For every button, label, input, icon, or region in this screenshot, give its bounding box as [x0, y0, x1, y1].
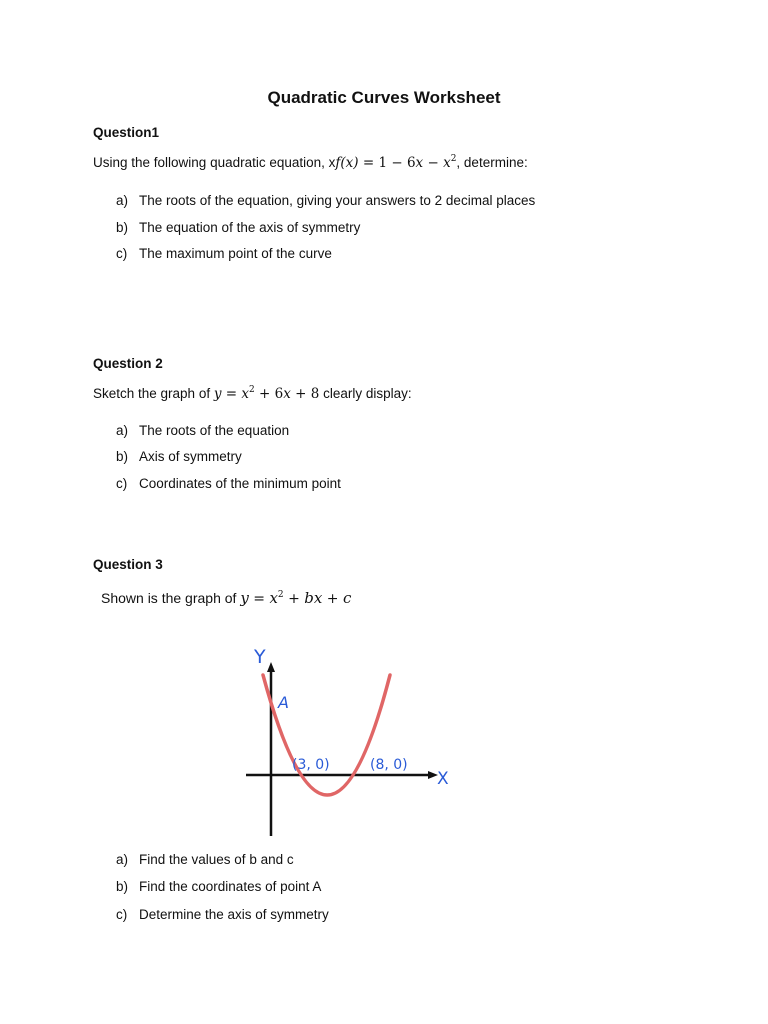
x-axis-label: X: [437, 769, 449, 789]
question-2-heading: Question 2: [93, 356, 163, 371]
question-1-heading: Question1: [93, 125, 160, 140]
list-item: [116, 423, 289, 438]
q3-intro-before: Shown is the graph of: [101, 590, 241, 606]
q3-eq-x: x: [269, 589, 278, 607]
q2-eq-plus8: + 8: [290, 386, 320, 402]
item-text: Axis of symmetry: [139, 449, 242, 464]
item-letter: b): [116, 449, 129, 464]
q3-eq-plus: +: [283, 591, 305, 607]
item-letter: a): [116, 852, 129, 867]
page-title: Quadratic Curves Worksheet: [267, 88, 501, 107]
q2-eq-eq: =: [221, 386, 242, 402]
item-text: Determine the axis of symmetry: [139, 907, 329, 922]
item-text: The roots of the equation: [139, 423, 290, 438]
item-letter: c): [116, 246, 128, 261]
list-item: [116, 449, 242, 464]
list-item: [116, 907, 329, 922]
root-2-label: (8, 0): [370, 757, 408, 773]
question-3-heading: Question 3: [93, 557, 163, 572]
list-item: [116, 246, 332, 261]
q3-eq-bx: bx: [304, 589, 323, 607]
q3-eq-exp: 2: [277, 590, 284, 600]
item-text: The maximum point of the curve: [139, 246, 332, 261]
item-text: The roots of the equation, giving your answers to 2 decimal places: [139, 193, 536, 208]
q2-eq-y: y: [213, 386, 222, 402]
question-2-intro: [93, 386, 412, 402]
list-item: [116, 852, 294, 867]
q1-eq-x1: x: [415, 155, 424, 171]
y-axis-label: Y: [254, 646, 266, 668]
q3-eq-plus2: +: [322, 591, 343, 607]
item-text: Coordinates of the minimum point: [139, 476, 341, 491]
y-axis-arrow: [267, 662, 275, 672]
root-1-label: (3, 0): [292, 757, 330, 773]
q3-eq-y: y: [240, 589, 249, 607]
item-letter: b): [116, 220, 129, 235]
list-item: [116, 220, 360, 235]
q2-eq-x2: x: [283, 386, 291, 402]
item-letter: a): [116, 423, 129, 438]
parabola-graph: [230, 640, 460, 840]
q1-eq-exp: 2: [450, 154, 457, 164]
q1-eq-x2: x: [443, 155, 451, 171]
q1-intro-before: Using the following quadratic equation, x: [93, 155, 336, 170]
list-item: [116, 193, 535, 208]
point-a-label: A: [278, 693, 289, 712]
item-letter: c): [116, 907, 128, 922]
item-text: The equation of the axis of symmetry: [139, 220, 361, 235]
item-letter: b): [116, 879, 129, 894]
item-letter: c): [116, 476, 128, 491]
list-item: [116, 476, 341, 491]
q2-eq-exp: 2: [249, 385, 255, 395]
q2-eq-x: x: [241, 386, 249, 402]
q1-eq-minus: −: [423, 155, 444, 171]
q1-intro-after: , determine:: [456, 155, 528, 170]
q3-eq-c: c: [342, 589, 352, 607]
item-text: Find the coordinates of point A: [139, 879, 322, 894]
q2-intro-after: clearly display:: [319, 386, 412, 401]
list-item: [116, 879, 321, 894]
q2-intro-before: Sketch the graph of: [93, 386, 214, 401]
q1-eq-eq: = 1 − 6: [358, 155, 416, 171]
question-1-intro: [93, 155, 528, 171]
item-text: Find the values of b and c: [139, 852, 294, 867]
q1-eq-fx: f(x): [335, 155, 359, 171]
question-3-intro: [101, 589, 351, 607]
item-letter: a): [116, 193, 129, 208]
q2-eq-plus6: + 6: [254, 386, 284, 402]
q3-eq-eq: =: [248, 591, 270, 607]
